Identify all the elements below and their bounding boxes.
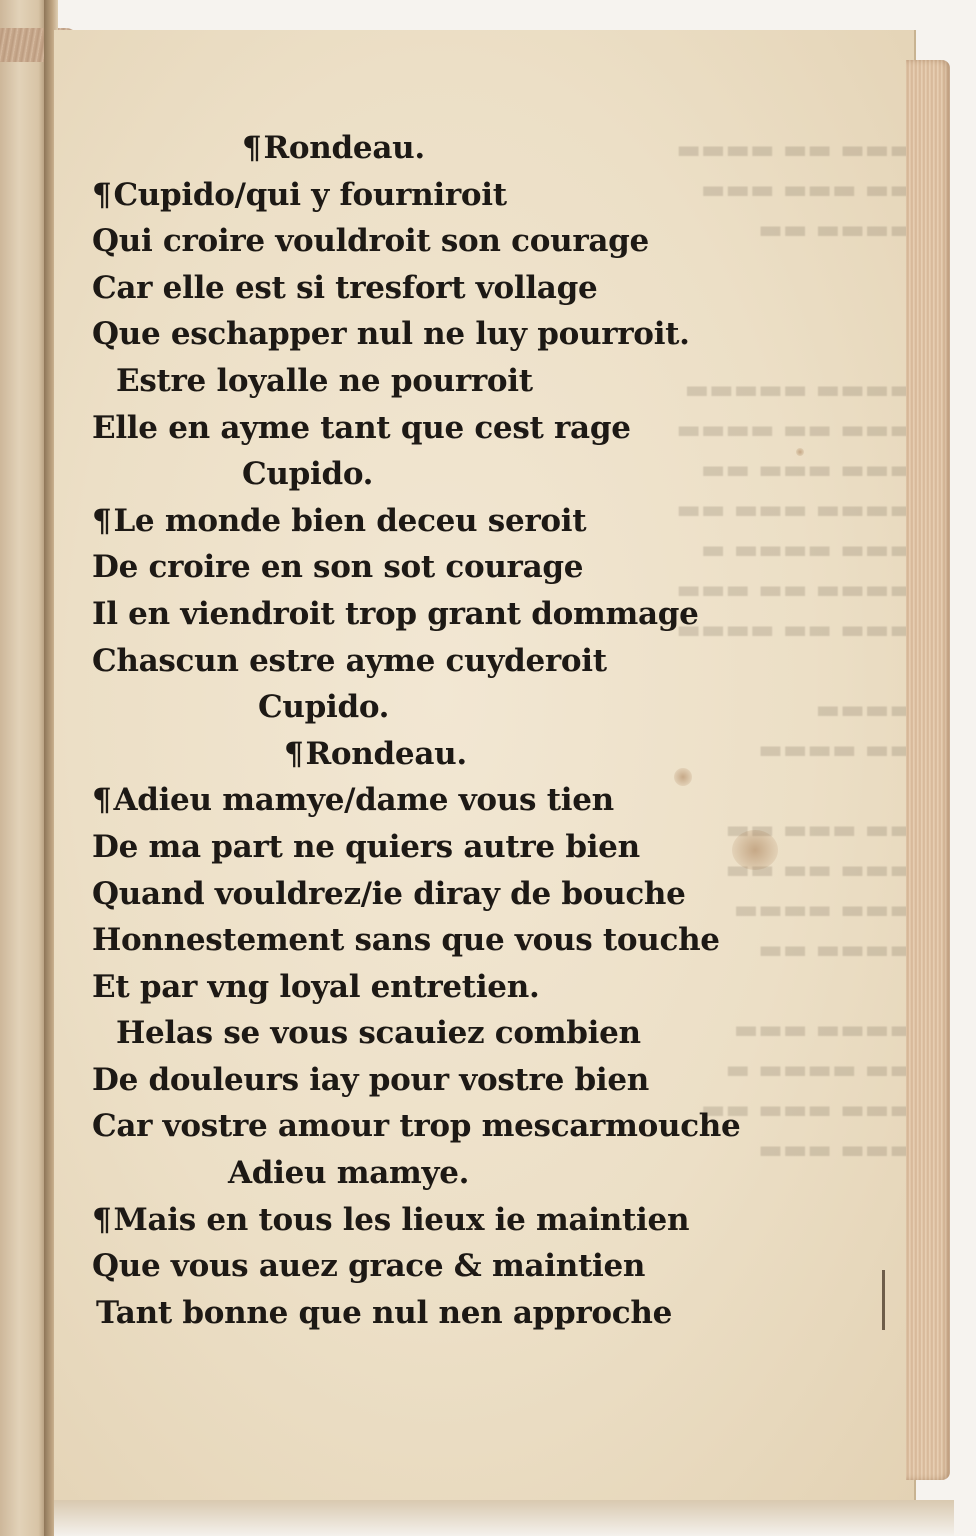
text-line: Mais en tous les lieux ie maintien [113, 1201, 690, 1238]
verse-line [92, 917, 732, 964]
text-line: Cupido. [258, 689, 390, 726]
verse-line [92, 172, 732, 219]
page-bottom-shadow [54, 1500, 954, 1536]
verse-line [92, 1103, 741, 1150]
text-line: Cupido. [242, 456, 374, 493]
text-line: Car elle est si tresfort vollage [92, 269, 598, 306]
verse-line [92, 265, 732, 312]
foxing-stain [732, 830, 778, 870]
text-line: Chascun estre ayme cuyderoit [92, 642, 607, 679]
verse-line [92, 1197, 732, 1244]
pilcrow-mark: ¶ [92, 176, 112, 213]
text-line: Et par vng loyal entretien. [92, 968, 540, 1005]
verse-line [92, 405, 732, 452]
verso-show-through: ▬▬▬ ▬▬ ▬▬▬▬ ▬▬ ▬▬▬ ▬▬▬ ▬▬▬▬ ▬▬ ▬▬▬▬ ▬▬▬▬▬ ▬▬▬ ▬▬ ▬▬▬▬ ▬▬▬ ▬▬▬ ▬▬ ▬▬▬▬ ▬▬▬ ▬▬ ▬▬▬ ▬▬▬▬ ▬ ▬▬▬▬ ▬▬ ▬▬▬ ▬▬▬ ▬▬ ▬▬▬▬ ▬▬▬▬ ▬▬ ▬▬▬▬ ▬▬ ▬▬▬ ▬▬ ▬▬▬ ▬▬ ▬▬ ▬▬▬ ▬▬▬▬ ▬▬▬▬ ▬▬ ▬▬▬▬ ▬▬▬ ▬▬ ▬▬▬▬ ▬ ▬▬▬ ▬▬▬ ▬▬ ▬▬▬ ▬▬▬ [676, 135, 914, 1165]
heading-rondeau-1 [92, 125, 732, 172]
text-line: Estre loyalle ne pourroit [116, 362, 533, 399]
verse-line [92, 777, 732, 824]
verse-line [92, 1010, 732, 1057]
text-line: Adieu mamye. [228, 1155, 470, 1192]
verse-line [92, 1243, 732, 1290]
verse-line [92, 1057, 732, 1104]
text-line: Il en viendroit trop grant dommage [92, 595, 699, 632]
pilcrow-mark: ¶ [284, 735, 304, 772]
refrain-line [92, 1150, 732, 1197]
text-line: Car vostre amour trop mescarmouche [92, 1108, 741, 1145]
margin-mark [882, 1270, 885, 1330]
text-line: Cupido/qui y fourniroit [113, 176, 507, 213]
text-line: Tant bonne que nul nen approche [96, 1294, 673, 1331]
text-line: Que eschapper nul ne luy pourroit. [92, 316, 690, 353]
verse-line [92, 1290, 732, 1337]
foxing-stain [796, 448, 804, 456]
text-line: Elle en ayme tant que cest rage [92, 409, 631, 446]
text-line: Honnestement sans que vous touche [92, 922, 720, 959]
verse-line [92, 358, 732, 405]
pilcrow-mark: ¶ [92, 782, 112, 819]
verse-line [92, 964, 732, 1011]
verse-line [92, 871, 732, 918]
verse-line [92, 311, 732, 358]
text-line: Qui croire vouldroit son courage [92, 223, 649, 260]
previous-page-edge [0, 0, 48, 1536]
printed-page [54, 30, 916, 1506]
heading-rondeau-2 [92, 731, 732, 778]
text-line: Que vous auez grace & maintien [92, 1248, 646, 1285]
text-line: De douleurs iay pour vostre bien [92, 1061, 650, 1098]
pilcrow-mark: ¶ [92, 502, 112, 539]
text-line: Quand vouldrez/ie diray de bouche [92, 875, 686, 912]
poem-text [92, 125, 741, 1336]
refrain-line [92, 684, 732, 731]
text-line: Rondeau. [305, 735, 467, 772]
text-line: Helas se vous scauiez combien [116, 1015, 641, 1052]
text-line: Le monde bien deceu seroit [113, 502, 587, 539]
verse-line [92, 218, 732, 265]
refrain-line [92, 451, 732, 498]
verse-line [92, 591, 732, 638]
verse-line [92, 544, 732, 591]
page-block-edge [906, 60, 950, 1480]
text-line: Adieu mamye/dame vous tien [113, 782, 614, 819]
text-line: De ma part ne quiers autre bien [92, 828, 640, 865]
verse-line [92, 638, 732, 685]
verse-line [92, 824, 732, 871]
text-line: De croire en son sot courage [92, 549, 584, 586]
text-line: Rondeau. [263, 130, 425, 166]
pilcrow-mark: ¶ [242, 130, 262, 166]
verse-line [92, 498, 732, 545]
pilcrow-mark: ¶ [92, 1201, 112, 1238]
